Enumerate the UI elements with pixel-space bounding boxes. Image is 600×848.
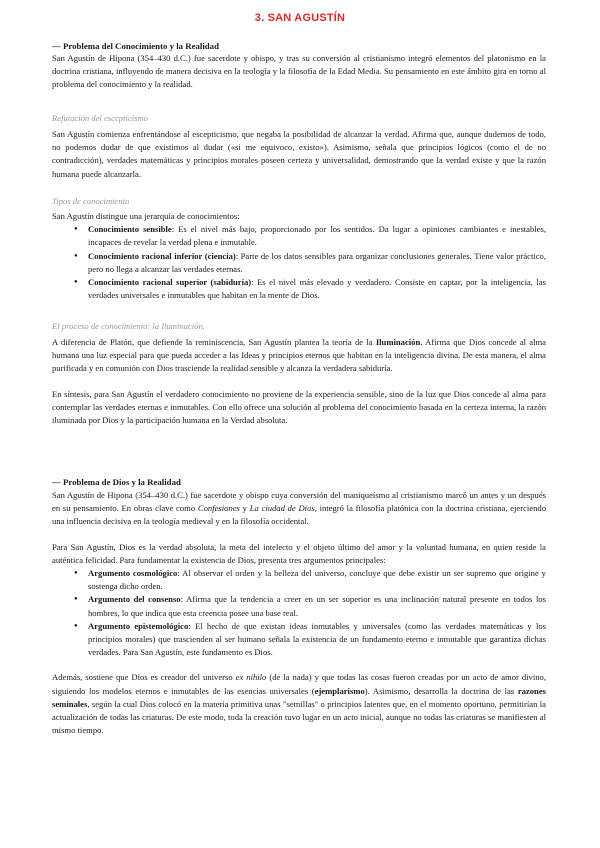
subsection-types xyxy=(52,195,546,302)
section-heading: — Problema de Dios y la Realidad xyxy=(52,477,181,487)
list-item: ● Argumento cosmológico: Al observar el orden y la belleza del universo, concluye que debe existir un ser supremo que origine y sostenga dicho orden. xyxy=(52,567,546,593)
section-heading: — Problema del Conocimiento y la Realidad xyxy=(52,41,219,51)
paragraph: Para San Agustín, Dios es la verdad absoluta, la meta del intelecto y el objeto último del amor y la voluntad humana, en quien reside la auténtica felicidad. Para fundamentar la existencia de Dios, presenta tres argumentos principales: xyxy=(52,541,546,565)
arguments-list xyxy=(52,567,546,659)
section-god xyxy=(52,476,546,737)
list-item: ● Argumento epistemológico: El hecho de que existan ideas inmutables y universales (como las verdades matemáticas y los principios morales) que trascienden al ser humano señala la existencia de un fundamento eterno e inmutable que garantiza dichas verdades. Para San Agustín, este fundamento es Dios. xyxy=(52,620,546,660)
paragraph: Además, sostiene que Dios es creador del universo ex nihilo (de la nada) y que todas las cosas fueron creadas por un acto de amor divino, siguiendo los modelos eternos e inmutables de las esencias universales (ejemplarismo). Asimismo, desarrolla la doctrina de las razones seminales, según la cual Dios colocó en la materia primitiva unas "semillas" o principios latentes que, en el momento oportuno, permitirían la actualización de todas las criaturas. De este modo, toda la creación tuvo lugar en un acto inicial, aunque no todas las criaturas se manifiesten al mismo tiempo. xyxy=(52,672,546,736)
subsection-illumination xyxy=(52,320,546,427)
paragraph: A diferencia de Platón, que defiende la reminiscencia, San Agustín plantea la teoría de la Iluminación. Afirma que Dios concede al alma humana una luz especial para que pueda acceder a las Ideas y principios eternos que habitan en la inteligencia divina. De esta manera, el alma purificada y en comunión con Dios trasciende la realidad sensible y alcanza la verdadera sabiduría. xyxy=(52,337,546,374)
paragraph: San Agustín de Hipona (354–430 d.C.) fue sacerdote y obispo, y tras su conversión al cristianismo integró elementos del platonismo en la doctrina cristiana, influyendo de manera decisiva en la teología y la filosofía de la Edad Media. Su pensamiento en este ámbito gira en torno al problema del conocimiento y la realidad. xyxy=(52,53,546,90)
subsection-title: Tipos de conocimiento xyxy=(52,196,130,206)
list-item: ● Argumento del consenso: Afirma que la tendencia a creer en un ser superior es una inclinación natural presente en todos los hombres, lo que indica que esta creencia posee una base real. xyxy=(52,593,546,619)
subsection-title: Refutación del escepticismo xyxy=(52,113,148,123)
paragraph: San Agustín distingue una jerarquía de conocimientos: xyxy=(52,211,240,221)
page-title: 3. SAN AGUSTÍN xyxy=(254,12,346,24)
list-item: ● Conocimiento sensible: Es el nivel más bajo, proporcionado por los sentidos. Da lugar a opiniones cambiantes e inestables, incapaces de revelar la verdad plena e inmutable. xyxy=(52,223,546,249)
subsection-skepticism xyxy=(52,112,546,181)
paragraph: San Agustín comienza enfrentándose al escepticismo, que negaba la posibilidad de alcanzar la verdad. Afirma que, aunque dudemos de todo, no podemos dudar de que existimos al dudar («si me equivoco, existo»). Asimismo, señala que principios lógicos (como el de no contradicción), verdades matemáticas y principios morales poseen certeza y universalidad, demostrando que la verdad existe y que la razón humana puede alcanzarla. xyxy=(52,129,546,179)
list-item: ● Conocimiento racional inferior (ciencia): Parte de los datos sensibles para organizar conclusiones generales. Tiene valor práctico, pero no llega a alcanzar las verdades eternas. xyxy=(52,250,546,276)
paragraph: En síntesis, para San Agustín el verdadero conocimiento no proviene de la experiencia sensible, sino de la luz que Dios concede al alma para contemplar las verdades eternas e inmutables. Con ello ofrece una solución al problema del conocimiento basada en la certeza interna, la razón iluminada por Dios y la participación humana en la Verdad absoluta. xyxy=(52,388,546,426)
paragraph: San Agustín de Hipona (354–430 d.C.) fue sacerdote y obispo cuya conversión del maniqueísmo al cristianismo marcó un antes y un después en su pensamiento. En obras clave como Confesiones y La ciudad de Dios, integró la filosofía platónica con la doctrina cristiana, ejerciendo una influencia decisiva en la teología medieval y en la filosofía occidental. xyxy=(52,490,546,527)
subsection-title: El proceso de conocimiento: la Iluminación. xyxy=(52,321,205,331)
knowledge-list xyxy=(52,223,546,302)
section-knowledge xyxy=(52,40,546,92)
list-item: ● Conocimiento racional superior (sabiduría): Es el nivel más elevado y verdadero. Consiste en captar, por la inteligencia, las verdades universales e inmutables que habitan en la mente de Dios. xyxy=(52,276,546,302)
